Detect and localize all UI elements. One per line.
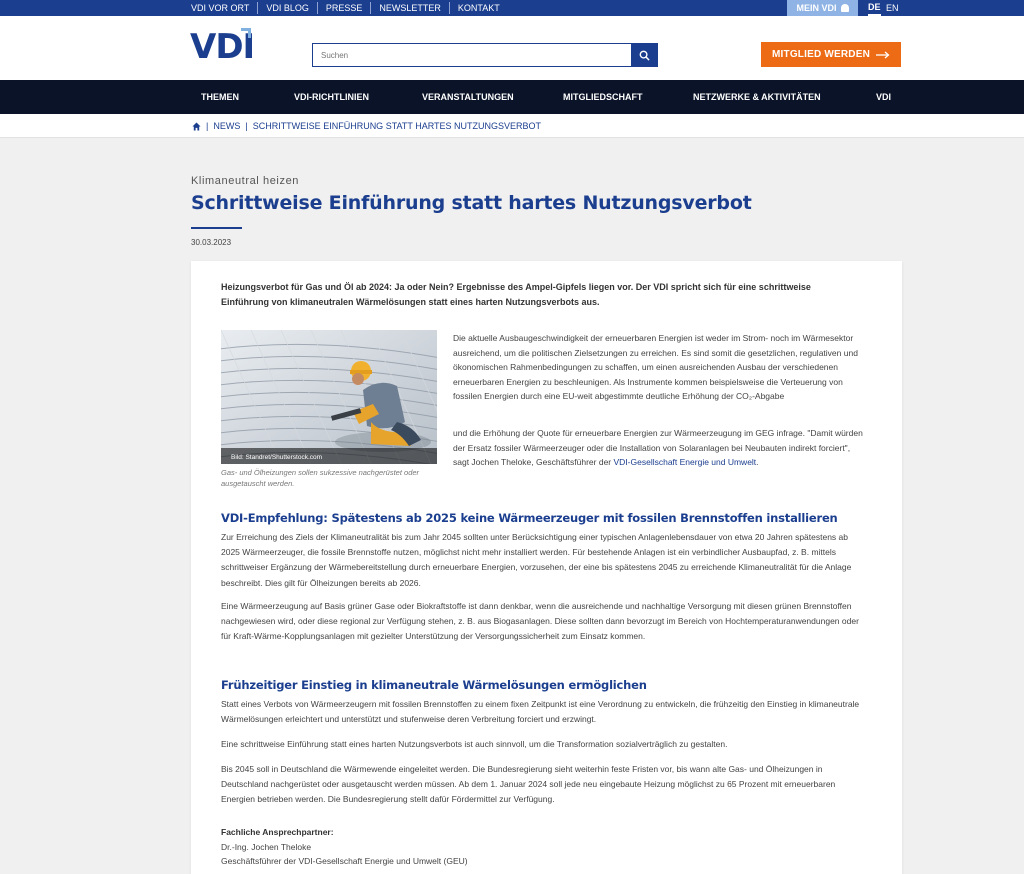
bell-icon bbox=[841, 4, 849, 12]
image-caption: Gas- und Ölheizungen sollen sukzessive nachgerüstet oder ausgetauscht werden. bbox=[221, 468, 420, 488]
logo-corner-mark bbox=[241, 28, 251, 38]
link-presse[interactable]: PRESSE bbox=[318, 2, 372, 14]
article-lead: Heizungsverbot für Gas und Öl ab 2024: Ja oder Nein? Ergebnisse des Ampel-Gipfels liegen vor. Der VDI spricht sich für eine schrittweise Einführung von klimaneutralen Wärmelösungen statt eines harten Nutzungsverbots aus. bbox=[221, 282, 811, 307]
article-image bbox=[221, 330, 437, 464]
paragraph-5: Bis 2045 soll in Deutschland die Wärmewende eingeleitet werden. Die Bundesregierung sieht weiterhin feste Fristen vor, bis wann alte Gas- und Ölheizungen in Deutschland nachgerüstet oder ausgetauscht werden müssen. Ab dem 1. Januar 2024 soll jede neu eingebaute Heizung möglichst zu 65 Prozent mit erneuerbaren Energien betrieben werden. Die Bundesregierung stellt dafür Fördermittel zur Verfügung. bbox=[221, 764, 836, 805]
utility-links bbox=[183, 0, 508, 16]
link-kontakt[interactable]: KONTAKT bbox=[457, 3, 500, 13]
mitglied-werden-button[interactable] bbox=[761, 42, 901, 67]
link-newsletter[interactable]: NEWSLETTER bbox=[371, 2, 450, 14]
cta-label: MITGLIED WERDEN bbox=[772, 49, 870, 60]
paragraph-4: Eine schrittweise Einführung statt eines harten Nutzungsverbots ist auch sinnvoll, um die Transformation sozialverträglich zu gestalten. bbox=[221, 739, 728, 749]
worker-floor-heating-image bbox=[221, 330, 437, 464]
home-icon[interactable] bbox=[192, 122, 201, 131]
paragraph-2: Eine Wärmeerzeugung auf Basis grüner Gase oder Biokraftstoffe ist dann denkbar, wenn die ausreichende und nachhaltige Versorgung mit diesen grünen Brennstoffen nachgewiesen wird, oder diese regional zur Verfügung stehen, z. B. aus Biogasanlagen. Diese sollten dann bevorzugt im Bereich von Hochtemperaturanwendungen oder für Kraft-Wärme-Kopplungsanlagen mit gezielter Unterstützung der Versorgungssicherheit zum Einsatz kommen. bbox=[221, 601, 859, 642]
lang-en-link[interactable]: EN bbox=[886, 3, 899, 13]
mein-vdi-button[interactable] bbox=[787, 0, 858, 16]
breadcrumb-current: SCHRITTWEISE EINFÜHRUNG STATT HARTES NUTZUNGSVERBOT bbox=[252, 121, 542, 131]
paragraph-1: Zur Erreichung des Ziels der Klimaneutralität bis zum Jahr 2045 sollten unter Berücksichtigung einer typischen Anlagenlebensdauer von etwa 20 Jahren spätestens ab 2025 Wärmeerzeuger, die fossile Brennstoffe nutzen, möglichst nicht mehr installiert werden. Für bestehende Anlagen ist ein verbindlicher Ausbaupfad, z. B. mittels schrittweiser Ergänzung der Wärmebereitstellung durch erneuerbare Energien, vorzusehen, der eine bis spätestens 2045 zu erreichende Klimaneutralität für die Anlage beschreibt. Dies gilt für Ölheizungen bereits ab 2026. bbox=[221, 532, 852, 588]
article-kicker: Klimaneutral heizen bbox=[191, 175, 300, 187]
nav-vdi[interactable]: VDI bbox=[876, 92, 892, 102]
breadcrumb-news[interactable]: NEWS bbox=[213, 121, 241, 131]
contact-role-link[interactable]: Geschäftsführer der VDI-Gesellschaft Energie und Umwelt (GEU) bbox=[221, 856, 468, 866]
paragraph-quote bbox=[453, 426, 865, 470]
breadcrumb bbox=[192, 114, 541, 138]
nav-themen[interactable]: THEMEN bbox=[201, 92, 239, 102]
article-card bbox=[191, 261, 902, 874]
article-title: Schrittweise Einführung statt hartes Nutzungsverbot bbox=[191, 192, 752, 214]
utility-bar bbox=[0, 0, 1024, 16]
vdi-logo[interactable]: VDI bbox=[190, 27, 255, 67]
heading-einstieg: Frühzeitiger Einstieg in klimaneutrale Wärmelösungen ermöglichen bbox=[221, 678, 647, 692]
nav-mitgliedschaft[interactable]: MITGLIEDSCHAFT bbox=[563, 92, 643, 102]
title-underline bbox=[191, 227, 242, 229]
nav-vdi-richtlinien[interactable]: VDI-RICHTLINIEN bbox=[294, 92, 369, 102]
heading-empfehlung: VDI-Empfehlung: Spätestens ab 2025 keine Wärmeerzeuger mit fossilen Brennstoffen installieren bbox=[221, 511, 838, 525]
breadcrumb-separator: | bbox=[245, 121, 248, 131]
quote-end: . bbox=[756, 457, 759, 467]
search-input[interactable] bbox=[313, 44, 631, 66]
link-vdi-blog[interactable]: VDI BLOG bbox=[258, 2, 318, 14]
search-bar bbox=[312, 43, 658, 67]
contact-name: Dr.-Ing. Jochen Theloke bbox=[221, 842, 312, 852]
search-icon bbox=[639, 50, 650, 61]
image-credit: Bild: Standret/Shutterstock.com bbox=[231, 454, 323, 461]
breadcrumb-separator: | bbox=[206, 121, 209, 131]
link-geu[interactable]: VDI-Gesellschaft Energie und Umwelt bbox=[613, 457, 757, 467]
lang-de-link[interactable]: DE bbox=[868, 0, 881, 16]
quote-text: und die Erhöhung der Quote für erneuerbare Energien zur Wärmeerzeugung im GEG infrage. "Damit würden der Ersatz fossiler Wärmeerzeuger oder die Installation von Solaranlagen bei Neubauten indirekt forciert", sagt Jochen Theloke, Geschäftsführer der bbox=[453, 428, 863, 467]
nav-netzwerke[interactable]: NETZWERKE & AKTIVITÄTEN bbox=[693, 92, 821, 102]
site-header bbox=[0, 16, 1024, 80]
mein-vdi-label: MEIN VDI bbox=[796, 3, 837, 13]
paragraph-intro: Die aktuelle Ausbaugeschwindigkeit der erneuerbaren Energien ist weder im Strom- noch im Wärmesektor ausreichend, um die politischen Zielsetzungen zu erreichen. Es sind somit die gesetzlichen, regulativen und ökonomischen Rahmenbedingungen zu schaffen, um einen ausreichenden Ausbau der verschiedenen erneuerbaren Energien zu beschleunigen. Als Instrumente kommen beispielsweise die Verteuerung von fossilen Energien durch eine EU-weit abgestimmte deutliche Erhöhung der CO₂-Abgabe bbox=[453, 333, 858, 401]
link-vdi-vor-ort[interactable]: VDI VOR ORT bbox=[183, 2, 258, 14]
main-nav bbox=[0, 80, 1024, 114]
article-date: 30.03.2023 bbox=[191, 238, 232, 247]
contact-heading: Fachliche Ansprechpartner: bbox=[221, 827, 334, 837]
arrow-right-icon bbox=[876, 51, 890, 59]
nav-veranstaltungen[interactable]: VERANSTALTUNGEN bbox=[422, 92, 514, 102]
search-button[interactable] bbox=[631, 44, 657, 66]
breadcrumb-bar bbox=[0, 114, 1024, 138]
paragraph-3: Statt eines Verbots von Wärmeerzeugern mit fossilen Brennstoffen zu einem fixen Zeitpunkt ist eine Verordnung zu entwickeln, die frühzeitig den Einstieg in klimaneutrale Wärmelösungen erleichtert und unterstützt und stufenweise deren Verbreitung forciert und erzwingt. bbox=[221, 699, 860, 725]
